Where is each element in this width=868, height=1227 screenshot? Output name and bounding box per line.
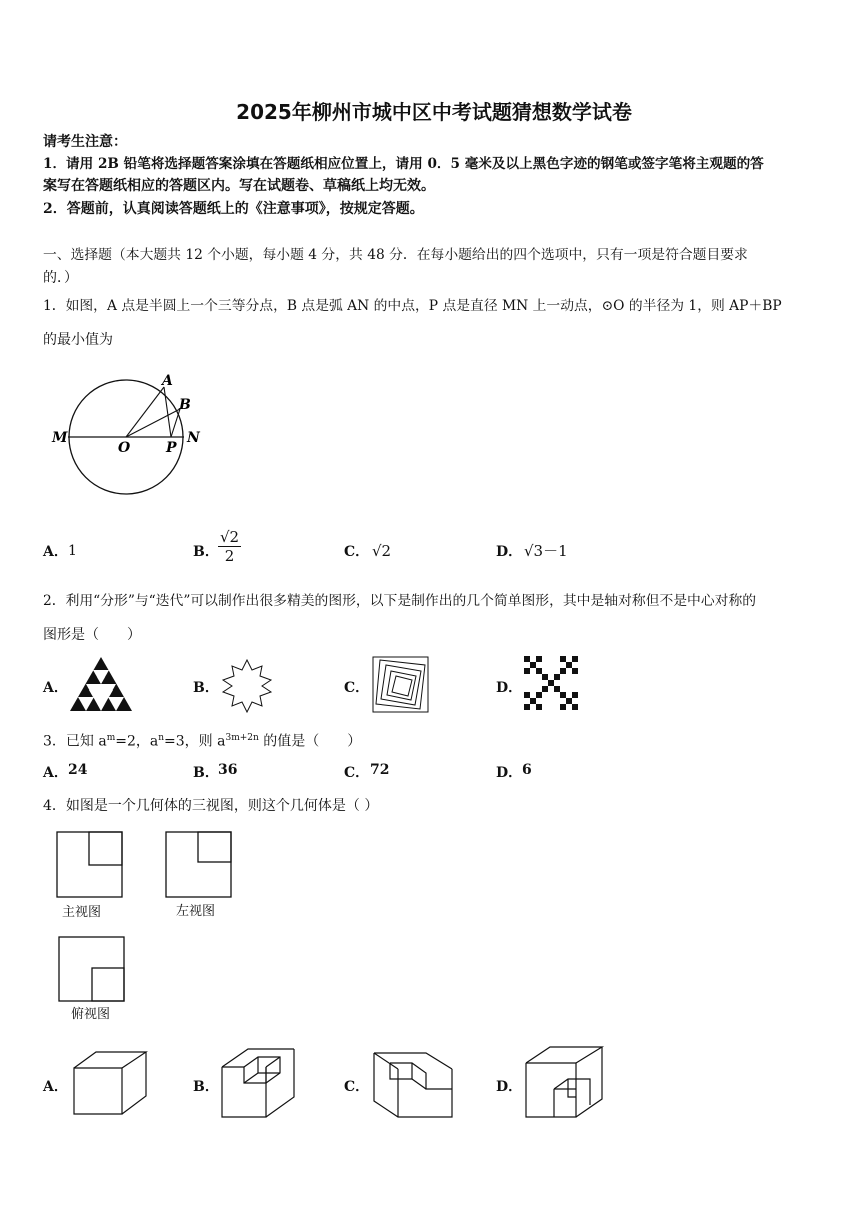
q1-option-d-label: D． — [496, 544, 523, 560]
q2-option-b-label: B． — [193, 680, 219, 696]
q4-option-c-notched-cube-figure — [372, 1045, 456, 1121]
q3-option-b-label: B． — [193, 765, 219, 781]
label-a: A — [162, 373, 173, 389]
q3-option-b: 36 — [218, 762, 238, 778]
q3-stem-mid2: =3，则 a — [164, 733, 226, 750]
q4-option-d-notched-cube-figure — [524, 1045, 606, 1121]
q3-sup-m: m — [106, 733, 116, 743]
q2-option-a-label: A． — [43, 680, 68, 696]
q4-top-view-figure — [58, 935, 128, 1005]
q4-top-view-label: 俯视图 — [71, 1007, 111, 1022]
notice-line-1a: 1．请用 2B 铅笔将选择题答案涂填在答题纸相应位置上，请用 0．5 毫米及以上黑色字迹的钢笔或签字笔将主观题的答 — [43, 156, 764, 172]
q1-option-b-label: B． — [193, 544, 219, 560]
q3-stem-prefix: 3．已知 a — [43, 733, 107, 750]
q1-option-c: √2 — [372, 542, 392, 560]
q4-option-a-label: A． — [43, 1079, 68, 1095]
q4-option-b-label: B． — [193, 1079, 219, 1095]
q4-option-b-notched-cube-figure — [220, 1045, 300, 1121]
q3-sup-n: n — [158, 733, 165, 743]
q1-option-a-label: A． — [43, 544, 68, 560]
q4-left-view-label: 左视图 — [176, 904, 216, 919]
q4-option-d-label: D． — [496, 1079, 523, 1095]
notice-line-1b: 案写在答题纸相应的答题区内。写在试题卷、草稿纸上均无效。 — [43, 178, 435, 194]
q3-option-c-label: C． — [344, 765, 370, 781]
q3-stem-suffix: 的值是（ ） — [258, 733, 362, 750]
segment-oa — [126, 387, 164, 437]
q3-stem — [43, 728, 361, 752]
label-n: N — [187, 430, 200, 446]
q2-option-c-label: C． — [344, 680, 370, 696]
q3-option-a-label: A． — [43, 765, 68, 781]
q1-stem-line2: 的最小值为 — [43, 332, 113, 348]
q4-left-view-figure — [165, 830, 235, 900]
label-o: O — [118, 440, 131, 456]
q3-option-a: 24 — [68, 762, 88, 778]
q1-option-b — [218, 528, 241, 565]
q2-option-c-nested-squares-figure — [372, 656, 430, 714]
q1-option-b-denominator: 2 — [224, 547, 235, 565]
q1-option-c-label: C． — [344, 544, 370, 560]
q2-option-d-checker-fractal-figure — [524, 656, 580, 712]
q2-stem-line1: 2．利用“分形”与“迭代”可以制作出很多精美的图形，以下是制作出的几个简单图形，其中是轴对称但不是中心对称的 — [43, 593, 757, 609]
q3-sup-exp: 3m+2n — [225, 733, 259, 743]
q1-circle-figure — [50, 365, 250, 515]
label-b: B — [179, 397, 191, 413]
q3-option-c: 72 — [370, 762, 390, 778]
q4-front-view-figure — [56, 830, 126, 900]
page-title: 2025年柳州市城中区中考试题猜想数学试卷 — [236, 100, 632, 124]
segment-ap — [164, 387, 171, 437]
section-heading-1: 一、选择题（本大题共 12 个小题，每小题 4 分，共 48 分．在每小题给出的四个选项中，只有一项是符合题目要求 — [43, 247, 748, 263]
q3-option-d: 6 — [522, 762, 532, 778]
label-p: P — [166, 440, 177, 456]
q3-stem-mid1: =2，a — [115, 733, 159, 750]
q1-stem-line1: 1．如图，A 点是半圆上一个三等分点，B 点是弧 AN 的中点，P 点是直径 MN 上一动点，⊙O 的半径为 1，则 AP＋BP — [43, 298, 782, 314]
notice-line-2: 2．答题前，认真阅读答题纸上的《注意事项》，按规定答题。 — [43, 201, 424, 217]
q4-option-a-cube-figure — [72, 1050, 152, 1120]
q1-option-a: 1 — [68, 543, 77, 559]
q2-option-a-sierpinski-figure — [68, 655, 134, 713]
q2-option-b-koch-snowflake-figure — [216, 658, 278, 714]
q1-option-d: √3－1 — [524, 542, 568, 560]
q2-option-d-label: D． — [496, 680, 523, 696]
notice-heading: 请考生注意： — [43, 134, 127, 150]
section-heading-2: 的．） — [43, 270, 78, 286]
q2-stem-line2: 图形是（ ） — [43, 627, 141, 643]
q3-option-d-label: D． — [496, 765, 523, 781]
q4-option-c-label: C． — [344, 1079, 370, 1095]
q4-stem: 4．如图是一个几何体的三视图，则这个几何体是（ ） — [43, 798, 379, 814]
q1-option-b-numerator: √2 — [220, 528, 240, 546]
label-m: M — [52, 430, 68, 446]
q4-front-view-label: 主视图 — [62, 905, 102, 920]
